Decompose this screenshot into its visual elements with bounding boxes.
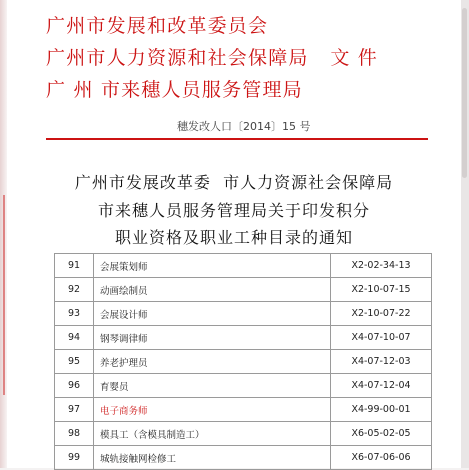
occupation-name: 电子商务师 <box>94 398 331 422</box>
row-number: 94 <box>55 326 94 350</box>
document-number: 穗发改人口〔2014〕15 号 <box>177 120 311 133</box>
right-page-edge <box>461 0 469 468</box>
occupation-name: 会展策划师 <box>94 254 331 278</box>
occupation-code: X4-99-00-01 <box>331 398 432 422</box>
notice-title-line: 职业资格及职业工种目录的通知 <box>114 228 353 247</box>
row-number: 93 <box>55 302 94 326</box>
table-row <box>55 278 432 302</box>
row-number: 95 <box>55 350 94 374</box>
row-number: 99 <box>55 446 94 470</box>
occupation-code: X6-07-06-06 <box>331 446 432 470</box>
issuing-org-line: 广州市人力资源和社会保障局 文 件 <box>46 47 378 69</box>
occupation-code: X2-10-07-15 <box>331 278 432 302</box>
table-row <box>55 350 432 374</box>
occupation-code: X2-02-34-13 <box>331 254 432 278</box>
occupation-name: 养老护理员 <box>94 350 331 374</box>
document-page <box>7 0 461 468</box>
occupation-name: 动画绘制员 <box>94 278 331 302</box>
occupation-name: 城轨接触网检修工 <box>94 446 331 470</box>
occupation-code: X4-07-12-04 <box>331 374 432 398</box>
issuing-org-line: 广 州 市来穗人员服务管理局 <box>46 79 303 101</box>
occupation-name: 育婴员 <box>94 374 331 398</box>
row-number: 91 <box>55 254 94 278</box>
notice-title-line: 广州市发展改革委 市人力资源社会保障局 <box>74 173 394 192</box>
table-row <box>55 254 432 278</box>
red-margin-line <box>3 195 5 395</box>
issuing-org-line: 广州市发展和改革委员会 <box>46 15 269 37</box>
row-number: 96 <box>55 374 94 398</box>
occupation-code: X4-07-10-07 <box>331 326 432 350</box>
row-number: 98 <box>55 422 94 446</box>
occupation-code: X2-10-07-22 <box>331 302 432 326</box>
red-header-rule <box>46 138 428 140</box>
occupation-name: 钢琴调律师 <box>94 326 331 350</box>
occupation-name: 模具工（含模具制造工） <box>94 422 331 446</box>
notice-title-line: 市来穗人员服务管理局关于印发积分 <box>97 201 370 220</box>
occupation-code: X4-07-12-03 <box>331 350 432 374</box>
page-curl-shadow <box>462 8 467 178</box>
table-row <box>55 446 432 470</box>
row-number: 97 <box>55 398 94 422</box>
left-binding-edge <box>0 0 7 468</box>
table-row <box>55 374 432 398</box>
table-row-highlighted <box>55 398 432 422</box>
occupation-name: 会展设计师 <box>94 302 331 326</box>
occupation-table <box>54 253 432 470</box>
table-row <box>55 302 432 326</box>
occupation-code: X6-05-02-05 <box>331 422 432 446</box>
table-row <box>55 326 432 350</box>
table-row <box>55 422 432 446</box>
row-number: 92 <box>55 278 94 302</box>
